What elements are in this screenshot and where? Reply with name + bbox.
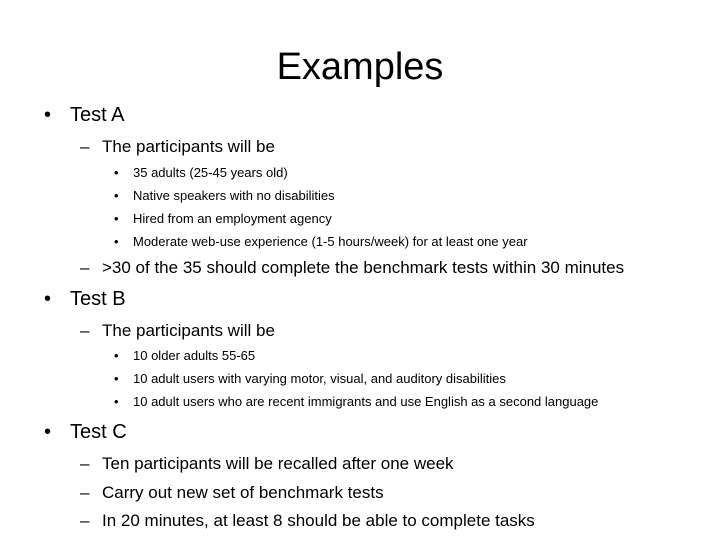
test-b-item: 10 adult users who are recent immigrants and use English as a second language (133, 394, 599, 409)
bullet-icon: • (114, 211, 119, 226)
test-a-item: Moderate web-use experience (1-5 hours/week) for at least one year (133, 234, 528, 249)
test-b-participants-label: The participants will be (102, 321, 275, 340)
test-a-criteria: >30 of the 35 should complete the benchmark tests within 30 minutes (102, 258, 625, 277)
bullet-icon: • (44, 421, 52, 443)
test-b-item: 10 older adults 55-65 (133, 348, 256, 363)
bullet-icon: • (114, 394, 119, 409)
test-c-item: In 20 minutes, at least 8 should be able to complete tasks (102, 511, 535, 530)
test-a-item: Native speakers with no disabilities (133, 188, 335, 203)
test-b-heading: Test B (70, 288, 126, 310)
bullet-icon: • (44, 288, 52, 310)
test-c-heading: Test C (70, 421, 127, 443)
bullet-icon: • (114, 165, 119, 180)
test-c-item: Ten participants will be recalled after one week (102, 454, 454, 473)
slide-title (0, 44, 720, 90)
dash-icon: – (80, 321, 90, 340)
bullet-icon: • (44, 104, 52, 126)
test-a-item: Hired from an employment agency (133, 211, 332, 226)
test-a-item: 35 adults (25-45 years old) (133, 165, 288, 180)
test-a-participants-label: The participants will be (102, 137, 275, 156)
slide-title-text: Examples (276, 46, 444, 88)
dash-icon: – (80, 511, 90, 530)
bullet-icon: • (114, 234, 119, 249)
test-b-item: 10 adult users with varying motor, visual, and auditory disabilities (133, 371, 506, 386)
bullet-icon: • (114, 188, 119, 203)
test-c-item: Carry out new set of benchmark tests (102, 483, 384, 502)
dash-icon: – (80, 137, 90, 156)
test-a-heading: Test A (70, 104, 125, 126)
bullet-icon: • (114, 371, 119, 386)
bullet-icon: • (114, 348, 119, 363)
dash-icon: – (80, 258, 90, 277)
dash-icon: – (80, 483, 90, 502)
dash-icon: – (80, 454, 90, 473)
